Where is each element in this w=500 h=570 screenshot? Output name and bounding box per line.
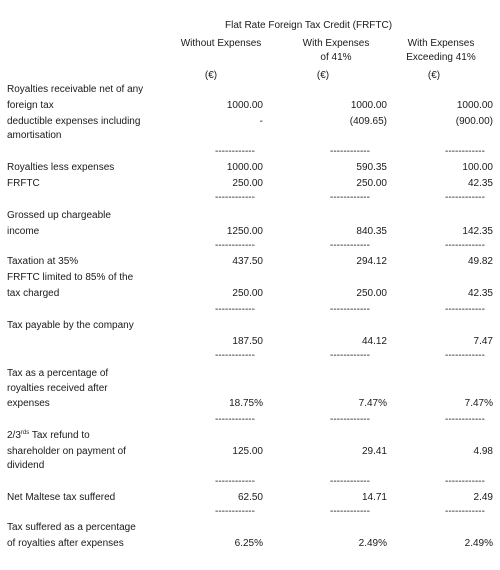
column-subheader-with-expenses: of 41%	[320, 52, 352, 63]
cell-value: 4.98	[473, 446, 493, 457]
separator: ------------	[215, 350, 255, 361]
row-label: Grossed up chargeable	[7, 210, 111, 221]
superscript: rds	[20, 430, 30, 436]
separator: ------------	[215, 192, 255, 203]
unit-label-col3: (€)	[427, 70, 441, 81]
row-label: Net Maltese tax suffered	[7, 492, 116, 503]
cell-value: 2.49%	[464, 538, 493, 549]
row-label: foreign tax	[7, 100, 54, 111]
cell-value: 42.35	[467, 288, 493, 299]
separator: ------------	[330, 192, 370, 203]
cell-value: 1000.00	[456, 100, 493, 111]
separator: ------------	[215, 240, 255, 251]
cell-value: (409.65)	[349, 116, 387, 127]
cell-value: 49.82	[467, 256, 493, 267]
cell-value: 100.00	[462, 162, 493, 173]
cell-value: -	[259, 116, 263, 127]
cell-value: 142.35	[462, 226, 493, 237]
separator: ------------	[330, 506, 370, 517]
separator: ------------	[330, 304, 370, 315]
separator: ------------	[445, 350, 485, 361]
separator: ------------	[330, 414, 370, 425]
separator: ------------	[215, 414, 255, 425]
cell-value: 29.41	[361, 446, 387, 457]
column-header-with-expenses: With Expenses	[302, 38, 370, 49]
cell-value: 437.50	[232, 256, 263, 267]
separator: ------------	[330, 350, 370, 361]
row-label-part: 2/3	[7, 430, 21, 441]
cell-value: (900.00)	[455, 116, 493, 127]
separator: ------------	[445, 304, 485, 315]
cell-value: 7.47%	[464, 398, 493, 409]
cell-value: 1000.00	[226, 100, 263, 111]
separator: ------------	[330, 146, 370, 157]
cell-value: 250.00	[356, 288, 387, 299]
row-label: of royalties after expenses	[7, 538, 124, 549]
cell-value: 14.71	[361, 492, 387, 503]
cell-value: 6.25%	[234, 538, 263, 549]
cell-value: 44.12	[361, 336, 387, 347]
cell-value: 7.47%	[358, 398, 387, 409]
cell-value: 125.00	[232, 446, 263, 457]
row-label: income	[7, 226, 40, 237]
cell-value: 250.00	[232, 178, 263, 189]
separator: ------------	[445, 414, 485, 425]
row-label: dividend	[7, 460, 45, 471]
cell-value: 7.47	[473, 336, 493, 347]
table-title: Flat Rate Foreign Tax Credit (FRFTC)	[225, 20, 393, 31]
cell-value: 590.35	[356, 162, 387, 173]
row-label: FRFTC limited to 85% of the	[7, 272, 134, 283]
separator: ------------	[330, 240, 370, 251]
cell-value: 250.00	[356, 178, 387, 189]
cell-value: 1000.00	[350, 100, 387, 111]
separator: ------------	[445, 476, 485, 487]
row-label: Royalties receivable net of any	[7, 84, 144, 95]
row-label: shareholder on payment of	[7, 446, 126, 457]
separator: ------------	[445, 146, 485, 157]
row-label: royalties received after	[7, 383, 108, 394]
separator: ------------	[445, 192, 485, 203]
separator: ------------	[330, 476, 370, 487]
column-header-exceeding: With Expenses	[407, 38, 475, 49]
row-label-part: Tax refund to	[29, 430, 90, 441]
column-header-without-expenses: Without Expenses	[180, 38, 262, 49]
cell-value: 2.49%	[358, 538, 387, 549]
cell-value: 1250.00	[226, 226, 263, 237]
column-subheader-exceeding: Exceeding 41%	[406, 52, 476, 63]
unit-label-col2: (€)	[316, 70, 330, 81]
row-label	[7, 429, 90, 442]
row-label: FRFTC	[7, 178, 40, 189]
cell-value: 2.49	[473, 492, 493, 503]
unit-label-col1: (€)	[204, 70, 218, 81]
cell-value: 18.75%	[229, 398, 263, 409]
cell-value: 62.50	[237, 492, 263, 503]
cell-value: 840.35	[356, 226, 387, 237]
cell-value: 1000.00	[226, 162, 263, 173]
cell-value: 187.50	[232, 336, 263, 347]
row-label: expenses	[7, 398, 50, 409]
cell-value: 294.12	[356, 256, 387, 267]
separator: ------------	[215, 506, 255, 517]
cell-value: 42.35	[467, 178, 493, 189]
separator: ------------	[215, 476, 255, 487]
row-label: Tax suffered as a percentage	[7, 522, 136, 533]
row-label: amortisation	[7, 130, 62, 141]
row-label: Royalties less expenses	[7, 162, 115, 173]
row-label: Taxation at 35%	[7, 256, 79, 267]
row-label: Tax as a percentage of	[7, 368, 109, 379]
separator: ------------	[445, 506, 485, 517]
row-label: tax charged	[7, 288, 60, 299]
cell-value: 250.00	[232, 288, 263, 299]
separator: ------------	[215, 146, 255, 157]
row-label: Tax payable by the company	[7, 320, 134, 331]
row-label: deductible expenses including	[7, 116, 141, 127]
separator: ------------	[215, 304, 255, 315]
separator: ------------	[445, 240, 485, 251]
